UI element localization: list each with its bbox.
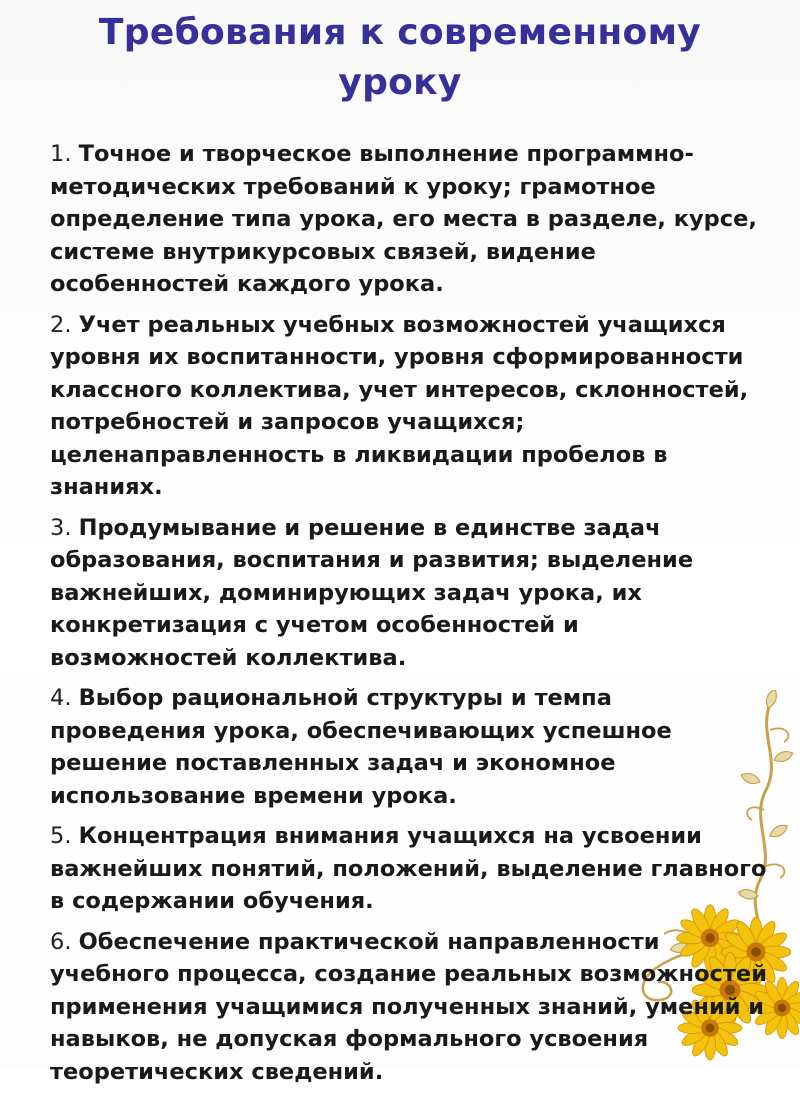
item-number: 1. (50, 141, 79, 167)
title-line-2: уроку (338, 62, 462, 103)
item-number: 4. (50, 685, 79, 711)
item-text: Учет реальных учебных возможностей учащихся уровня их воспитанности, уровня сформированности классного коллектива, учет интересов, склонностей, потребностей и запросов учащихся; целенаправленность в ликвидации пробелов в знаниях. (50, 311, 749, 500)
item-number: 6. (50, 928, 79, 955)
list-item (50, 309, 770, 504)
list-item (50, 926, 770, 1089)
item-number: 5. (50, 823, 79, 849)
item-number: 3. (50, 514, 79, 541)
item-text: Точное и творческое выполнение программно-методических требований к уроку; грамотное определение типа урока, его места в разделе, курсе, системе внутрикурсовых связей, видение особенностей каждого урока. (50, 141, 757, 297)
list-item (50, 682, 770, 812)
title-line-1: Требования к современному (98, 12, 702, 53)
item-text: Выбор рациональной структуры и темпа проведения урока, обеспечивающих успешное решение поставленных задач и экономное использование времени урока. (50, 685, 672, 809)
list-item (50, 512, 770, 675)
list-item (50, 820, 770, 918)
item-text: Продумывание и решение в единстве задач образования, воспитания и развития; выделение важнейших, доминирующих задач урока, их конкретизация с учетом особенностей и возможностей коллектива. (50, 514, 694, 671)
list-item (50, 138, 770, 301)
item-text: Концентрация внимания учащихся на усвоении важнейших понятий, положений, выделение главного в содержании обучения. (50, 823, 767, 914)
requirements-list (50, 138, 770, 1096)
item-number: 2. (50, 311, 79, 338)
item-text: Обеспечение практической направленности учебного процесса, создание реальных возможностей применения учащимися полученных знаний, умений и навыков, не допуская формального усвоения теоретических сведений. (50, 928, 767, 1085)
page-title (0, 8, 800, 108)
